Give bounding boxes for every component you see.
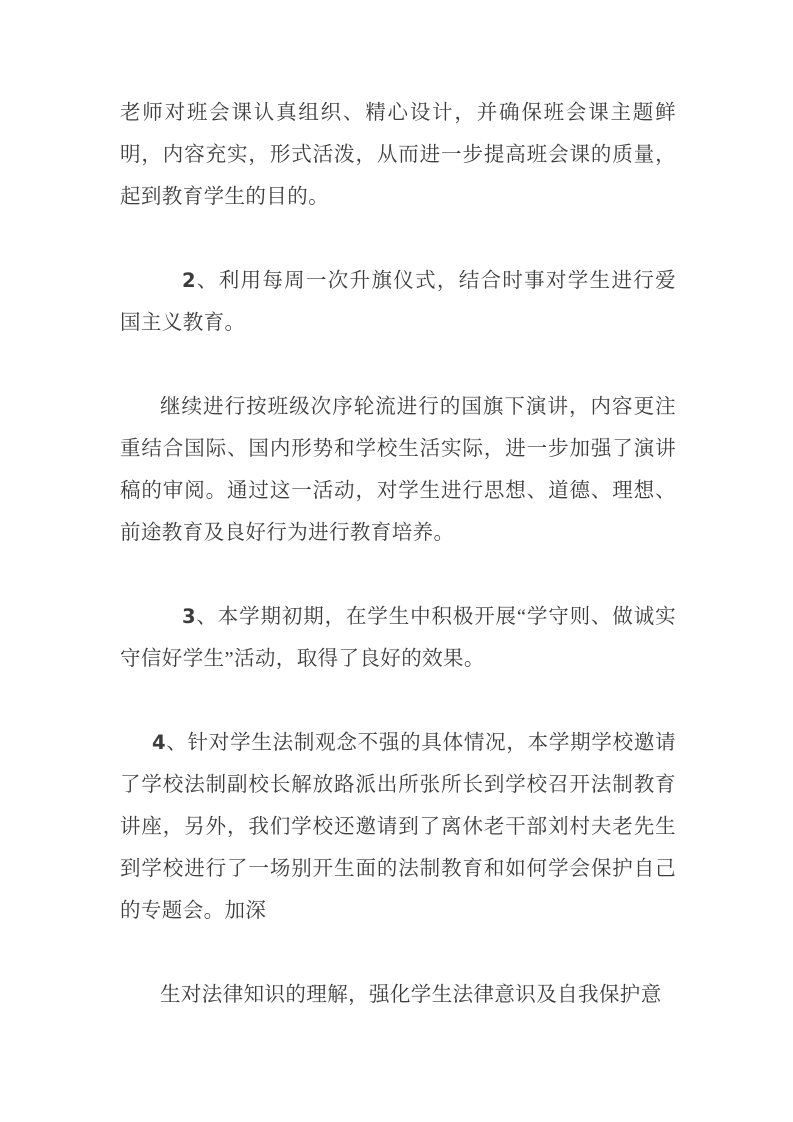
paragraph-text: 、针对学生法制观念不强的具体情况，本学期学校邀请了学校法制副校长解放路派出所张所长到学校召开法制教育讲座，另外，我们学校还邀请到了离休老干部刘村夫老先生到学校进行了一场别开生面的法制教育和如何学会保护自己的专题会。加深: [120, 732, 676, 922]
paragraph-continuation-bottom: [120, 974, 676, 1016]
paragraph-text: 、本学期初期，在学生中积极开展“学守则、做诚实守信好学生”活动，取得了良好的效果。: [120, 606, 676, 670]
list-number: 3: [182, 605, 196, 628]
list-number: 2: [182, 269, 196, 292]
paragraph-item-3: [120, 596, 676, 680]
paragraph-text: 继续进行按班级次序轮流进行的国旗下演讲，内容更注重结合国际、国内形势和学校生活实际，进一步加强了演讲稿的审阅。通过这一活动，对学生进行思想、道德、理想、前途教育及良好行为进行教育培养。: [120, 396, 676, 544]
paragraph-continuation-top: [120, 92, 676, 218]
paragraph-flag-speech: [120, 386, 676, 554]
list-number: 4: [152, 731, 166, 754]
paragraph-item-4: [120, 722, 676, 932]
paragraph-text: 、利用每周一次升旗仪式，结合时事对学生进行爱国主义教育。: [120, 270, 676, 334]
paragraph-text: 生对法律知识的理解，强化学生法律意识及自我保护意: [160, 984, 662, 1006]
paragraph-text: 老师对班会课认真组织、精心设计，并确保班会课主题鲜明，内容充实，形式活泼，从而进一步提高班会课的质量，起到教育学生的目的。: [120, 102, 676, 208]
paragraph-item-2: [120, 260, 676, 344]
